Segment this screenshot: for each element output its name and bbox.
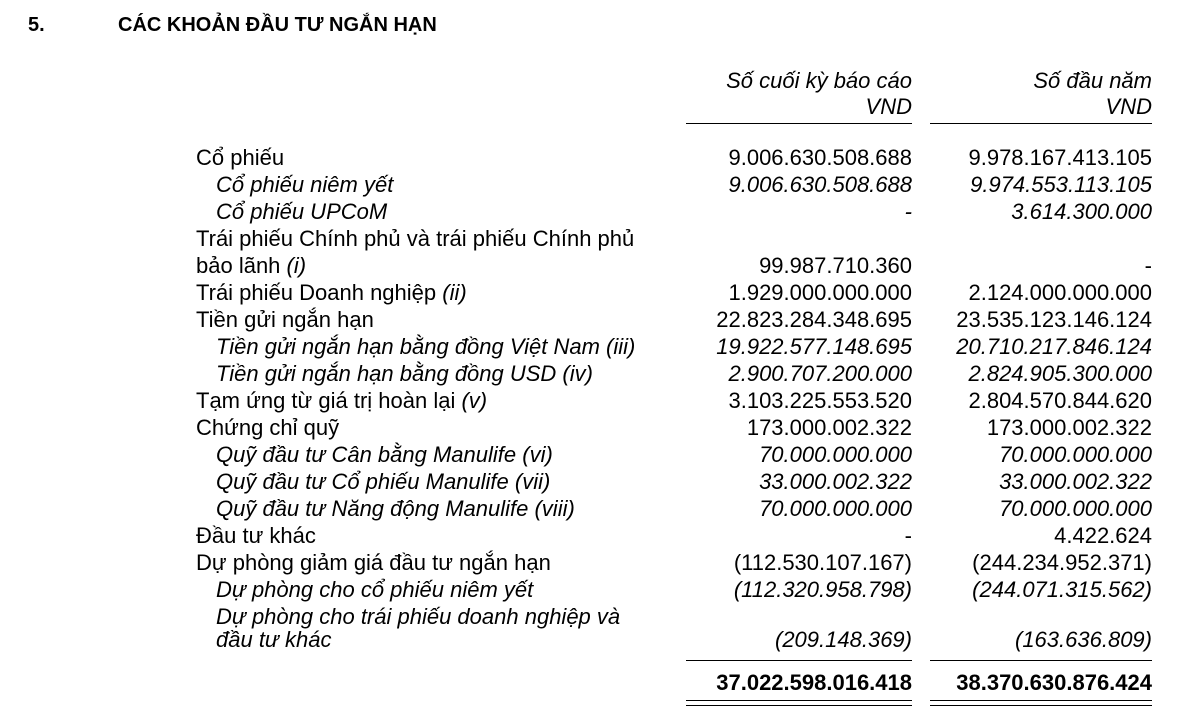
table-row: [0, 361, 1200, 389]
value-beginning-of-year: 173.000.002.322: [986, 415, 1152, 440]
value-end-of-period: 70.000.000.000: [759, 496, 912, 521]
value-end-of-period: 99.987.710.360: [759, 253, 912, 278]
row-label: Đầu tư khác: [196, 523, 316, 548]
value-end-of-period: 70.000.000.000: [759, 442, 912, 467]
table-row: [0, 469, 1200, 497]
row-label: Dự phòng cho trái phiếu doanh nghiệp và: [216, 604, 621, 629]
value-end-of-period: 22.823.284.348.695: [716, 307, 912, 332]
table-row: [0, 307, 1200, 335]
value-beginning-of-year: 3.614.300.000: [1011, 199, 1152, 224]
table-row: [0, 172, 1200, 200]
table-row: [0, 415, 1200, 443]
value-end-of-period: (112.320.958.798): [733, 577, 912, 602]
value-end-of-period: 19.922.577.148.695: [716, 334, 912, 359]
total-end-of-period: 37.022.598.016.418: [716, 670, 912, 695]
value-end-of-period: -: [904, 199, 912, 224]
value-beginning-of-year: 2.824.905.300.000: [968, 361, 1152, 386]
row-label-text: Tạm ứng từ giá trị hoàn lại: [196, 388, 456, 413]
section-title: CÁC KHOẢN ĐẦU TƯ NGẮN HẠN: [118, 14, 437, 36]
row-label: Tiền gửi ngắn hạn bằng đồng Việt Nam (iii): [216, 334, 636, 359]
value-beginning-of-year: 23.535.123.146.124: [956, 307, 1152, 332]
value-beginning-of-year: 33.000.002.322: [999, 469, 1152, 494]
row-label: [196, 280, 467, 306]
value-beginning-of-year: 70.000.000.000: [999, 442, 1152, 467]
table-row: [0, 334, 1200, 362]
total-double-rule-c1: [686, 700, 912, 706]
value-end-of-period: (112.530.107.167): [733, 550, 912, 575]
table-row: [0, 253, 1200, 281]
value-end-of-period: (209.148.369): [775, 627, 912, 652]
value-beginning-of-year: 2.124.000.000.000: [968, 280, 1152, 305]
value-beginning-of-year: (244.071.315.562): [972, 577, 1152, 602]
row-label-text: Trái phiếu Doanh nghiệp: [196, 280, 437, 305]
value-beginning-of-year: (244.234.952.371): [972, 550, 1152, 575]
row-note: (v): [461, 388, 488, 413]
table-row: [0, 442, 1200, 470]
row-label: Quỹ đầu tư Năng động Manulife (viii): [216, 496, 575, 521]
table-row: [0, 577, 1200, 605]
row-label: Cổ phiếu: [196, 145, 285, 170]
row-label: Quỹ đầu tư Cân bằng Manulife (vi): [216, 442, 553, 467]
row-label: Quỹ đầu tư Cổ phiếu Manulife (vii): [216, 469, 551, 494]
table-row: [0, 496, 1200, 524]
value-end-of-period: 3.103.225.553.520: [728, 388, 912, 413]
value-beginning-of-year: 9.978.167.413.105: [968, 145, 1152, 170]
total-double-rule-c2: [930, 700, 1152, 706]
row-label: Chứng chỉ quỹ: [196, 415, 340, 440]
value-end-of-period: 173.000.002.322: [746, 415, 912, 440]
row-label: [196, 253, 306, 279]
value-beginning-of-year: 70.000.000.000: [999, 496, 1152, 521]
table-row: [0, 199, 1200, 227]
row-label: [196, 388, 487, 414]
header-rule-c1: [686, 123, 912, 124]
column-header-end-of-period: [726, 68, 912, 120]
column-header-currency: VND: [1105, 94, 1152, 119]
subtotal-rule-c2: [930, 660, 1152, 661]
value-beginning-of-year: 4.422.624: [1054, 523, 1152, 548]
row-note: (ii): [442, 280, 467, 305]
row-label: Cổ phiếu UPCoM: [216, 199, 388, 224]
value-end-of-period: 9.006.630.508.688: [728, 172, 912, 197]
value-end-of-period: 9.006.630.508.688: [728, 145, 912, 170]
value-beginning-of-year: -: [1144, 253, 1152, 278]
header-rule-c2: [930, 123, 1152, 124]
table-row: [0, 226, 1200, 254]
row-label: Tiền gửi ngắn hạn bằng đồng USD (iv): [216, 361, 593, 386]
row-label: Cổ phiếu niêm yết: [216, 172, 394, 197]
row-label-text: bảo lãnh: [196, 253, 281, 278]
value-beginning-of-year: 9.974.553.113.105: [970, 172, 1152, 197]
column-header-label: Số đầu năm: [1033, 68, 1152, 93]
column-header-currency: VND: [865, 94, 912, 119]
row-label: Dự phòng giảm giá đầu tư ngắn hạn: [196, 550, 551, 575]
value-beginning-of-year: 2.804.570.844.620: [968, 388, 1152, 413]
row-label: Trái phiếu Chính phủ và trái phiếu Chính phủ: [196, 226, 635, 251]
table-row: [0, 523, 1200, 551]
row-label: Tiền gửi ngắn hạn: [196, 307, 374, 332]
subtotal-rule-c1: [686, 660, 912, 661]
value-beginning-of-year: 20.710.217.846.124: [956, 334, 1152, 359]
section-number: 5.: [28, 14, 45, 36]
row-note: (i): [286, 253, 307, 278]
row-label: đầu tư khác: [216, 627, 332, 652]
column-header-beginning-of-year: [1033, 68, 1152, 120]
value-end-of-period: 2.900.707.200.000: [728, 361, 912, 386]
row-label: Dự phòng cho cổ phiếu niêm yết: [216, 577, 534, 602]
table-row: [0, 550, 1200, 578]
table-row: [0, 627, 1200, 655]
value-beginning-of-year: (163.636.809): [1015, 627, 1152, 652]
total-beginning-of-year: 38.370.630.876.424: [956, 670, 1152, 695]
column-header-label: Số cuối kỳ báo cáo: [726, 68, 912, 93]
value-end-of-period: 1.929.000.000.000: [728, 280, 912, 305]
table-row: [0, 280, 1200, 308]
table-row: [0, 388, 1200, 416]
table-row: [0, 145, 1200, 173]
value-end-of-period: -: [904, 523, 912, 548]
value-end-of-period: 33.000.002.322: [759, 469, 912, 494]
